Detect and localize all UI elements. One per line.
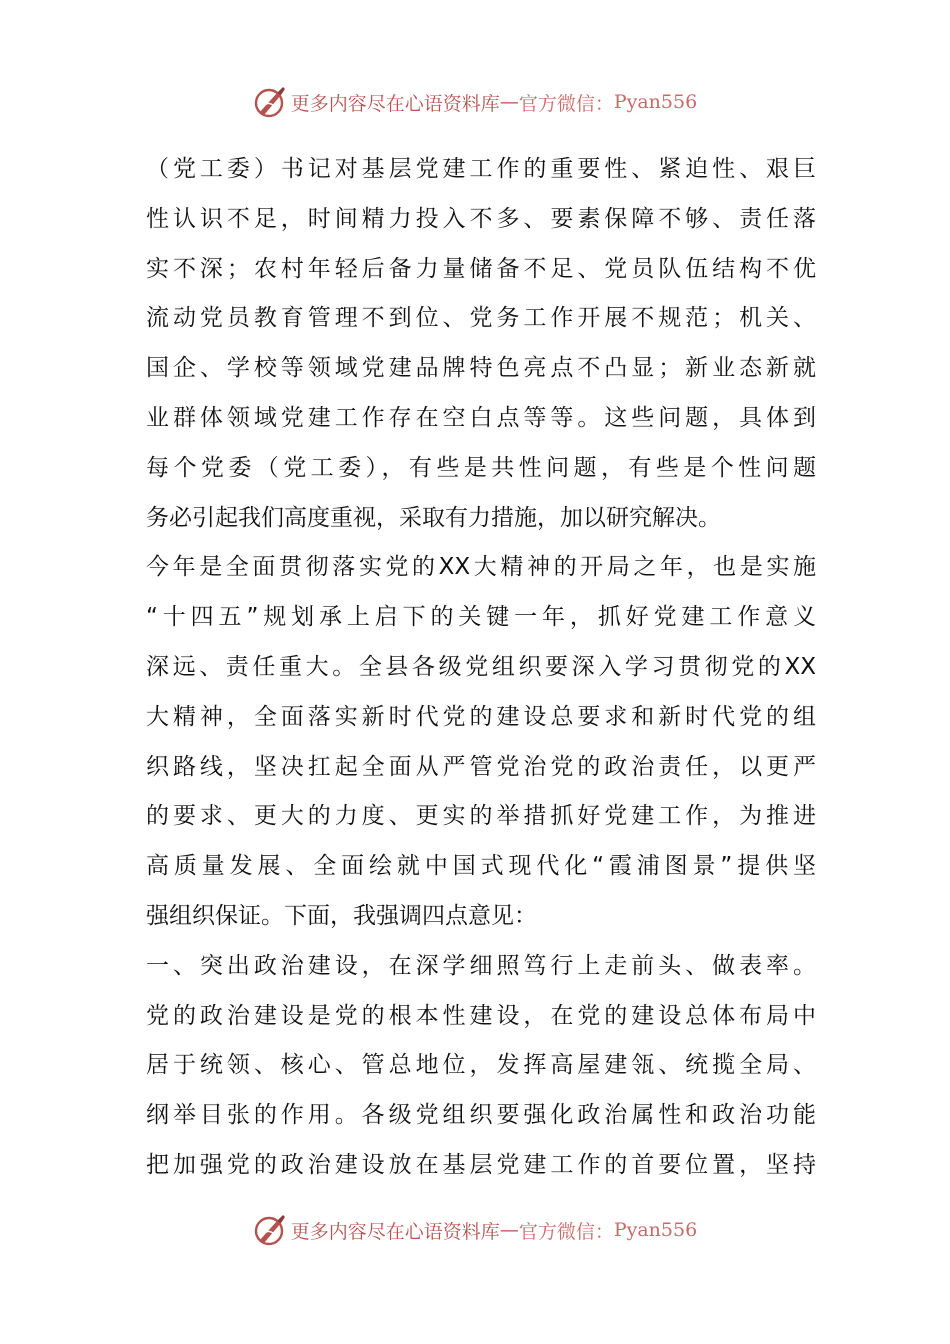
banner-wechat-label: 官方微信： [518,92,614,115]
text-line: 务必引起我们高度重视，采取有力措施，加以研究解决。 [146,504,721,531]
banner-dash: — [499,91,519,113]
text-line: 纲举目张的作用。各级党组织要强化政治属性和政治功能 [146,1102,816,1129]
text-line: 业群体领域党建工作存在空白点等等。这些问题，具体到 [146,404,816,431]
banner-wechat-id: Pyan556 [613,91,698,113]
text-line: 强组织保证。下面，我强调四点意见： [146,902,537,929]
text-line: 实不深；农村年轻后备力量储备不足、党员队伍结构不优 [146,255,816,282]
text-line: 织路线，坚决扛起全面从严管党治党的政治责任，以更严 [146,753,816,780]
banner-slogan: 更多内容尽在心语资料库 [290,1220,500,1243]
text-line: 性认识不足，时间精力投入不多、要素保障不够、责任落 [146,205,816,232]
text-line: 居于统领、核心、管总地位，发挥高屋建瓴、统揽全局、 [146,1052,816,1079]
section-heading-line: 一、突出政治建设，在深学细照笃行上走前头、做表率。 [146,952,816,979]
text-line: 今年是全面贯彻落实党的XX大精神的开局之年，也是实施 [146,554,816,581]
document-body [146,145,816,1191]
text-line: 流动党员教育管理不到位、党务工作开展不规范；机关、 [146,305,816,332]
text-line: 党的政治建设是党的根本性建设，在党的建设总体布局中 [146,1002,816,1029]
header-watermark-banner [0,82,950,122]
text-line: 国企、学校等领域党建品牌特色亮点不凸显；新业态新就 [146,355,816,382]
pen-logo-icon [253,1213,287,1247]
banner-wechat-id: Pyan556 [613,1219,698,1241]
text-line: 的要求、更大的力度、更实的举措抓好党建工作，为推进 [146,803,816,830]
pen-logo-icon [253,85,287,119]
banner-dash: — [499,1219,519,1241]
text-line: 高质量发展、全面绘就中国式现代化“霞浦图景”提供坚 [146,853,816,880]
text-line: 把加强党的政治建设放在基层党建工作的首要位置，坚持 [146,1151,816,1178]
text-line: 大精神，全面落实新时代党的建设总要求和新时代党的组 [146,703,816,730]
text-line: 每个党委（党工委），有些是共性问题，有些是个性问题 [146,454,816,481]
text-line: “十四五”规划承上启下的关键一年，抓好党建工作意义 [146,604,816,631]
text-line: 深远、责任重大。全县各级党组织要深入学习贯彻党的XX [146,653,816,680]
footer-watermark-banner [0,1210,950,1250]
banner-wechat-label: 官方微信： [518,1220,614,1243]
banner-slogan: 更多内容尽在心语资料库 [290,92,500,115]
text-line: （党工委）书记对基层党建工作的重要性、紧迫性、艰巨 [146,156,816,182]
